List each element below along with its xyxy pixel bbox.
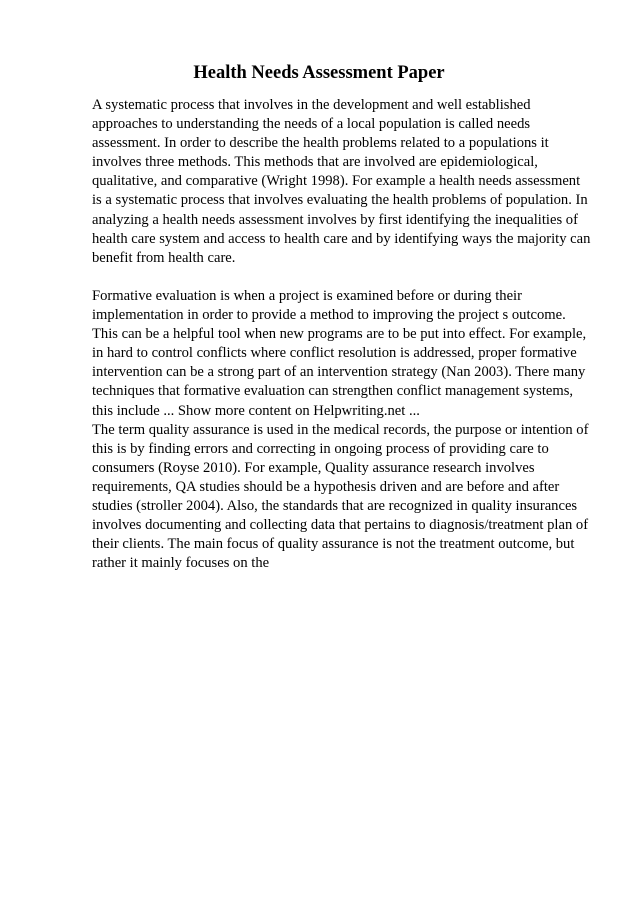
text-line: requirements, QA studies should be a hypothesis driven and are before and after xyxy=(92,478,560,495)
document-title: Health Needs Assessment Paper xyxy=(193,63,445,83)
text-line: involves documenting and collecting data that pertains to diagnosis/treatment plan of xyxy=(92,517,589,534)
text-line: health care system and access to health care and by identifying ways the majority can xyxy=(92,230,591,247)
text-line: approaches to understanding the needs of a local population is called needs xyxy=(92,116,531,133)
text-line: implementation in order to provide a method to improving the project s outcome. xyxy=(92,307,566,324)
text-line: techniques that formative evaluation can strengthen conflict management systems, xyxy=(92,383,574,400)
text-line: benefit from health care. xyxy=(92,249,236,266)
paragraph-formative-evaluation xyxy=(92,287,612,573)
text-line: A systematic process that involves in the development and well established xyxy=(92,97,531,113)
text-line: studies (stroller 2004). Also, the standards that are recognized in quality insurances xyxy=(92,497,578,514)
text-line: this include ... Show more content on Helpwriting.net ... xyxy=(92,402,420,419)
text-line: involves three methods. This methods that are involved are epidemiological, xyxy=(92,154,538,171)
text-line: consumers (Royse 2010). For example, Quality assurance research involves xyxy=(92,459,535,476)
text-line: analyzing a health needs assessment involves by first identifying the inequalities of xyxy=(92,211,578,228)
document-body xyxy=(92,96,612,573)
text-line: is a systematic process that involves evaluating the health problems of population. In xyxy=(92,192,588,209)
text-line: this is by finding errors and correcting in ongoing process of providing care to xyxy=(92,440,549,457)
text-line: The term quality assurance is used in the medical records, the purpose or intention of xyxy=(92,421,589,438)
text-line: rather it mainly focuses on the xyxy=(92,555,270,572)
text-line: qualitative, and comparative (Wright 1998). For example a health needs assessment xyxy=(92,173,581,190)
text-line: assessment. In order to describe the health problems related to a populations it xyxy=(92,135,549,152)
text-line: Formative evaluation is when a project is examined before or during their xyxy=(92,287,522,304)
text-line: This can be a helpful tool when new programs are to be put into effect. For example, xyxy=(92,326,587,343)
paragraph-health-needs xyxy=(92,96,612,268)
paragraph-spacer xyxy=(92,268,612,287)
text-line: intervention can be a strong part of an intervention strategy (Nan 2003). There many xyxy=(92,364,586,381)
text-line: in hard to control conflicts where conflict resolution is addressed, proper formative xyxy=(92,345,577,362)
text-line: their clients. The main focus of quality assurance is not the treatment outcome, but xyxy=(92,536,575,553)
